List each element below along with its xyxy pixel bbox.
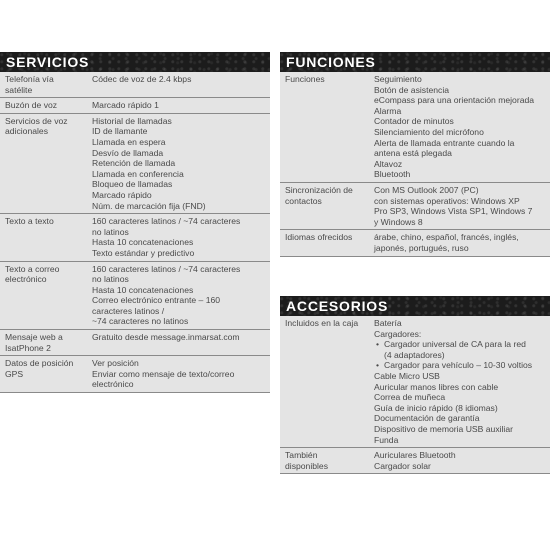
- accesorios-table: [280, 316, 550, 474]
- row-label-line: Datos de posición: [5, 358, 74, 369]
- row-value-line: Correo electrónico entrante – 160: [92, 295, 221, 306]
- row-value-line: árabe, chino, español, francés, inglés,: [374, 232, 519, 243]
- servicios-header: SERVICIOS: [0, 52, 270, 72]
- row-value-line: Llamada en espera: [92, 136, 166, 147]
- table-row: [0, 356, 270, 393]
- table-row: [280, 316, 550, 448]
- row-label: [0, 72, 88, 97]
- row-value: [370, 316, 550, 447]
- row-label-line: Servicios de voz: [5, 115, 68, 126]
- row-value-line: Bluetooth: [374, 169, 411, 180]
- table-row: [280, 183, 550, 230]
- funciones-section: [280, 52, 550, 257]
- row-label-line: También: [285, 450, 318, 461]
- table-row: [280, 72, 550, 183]
- row-label-line: Sincronización de: [285, 184, 353, 195]
- row-value-line: Códec de voz de 2.4 kbps: [92, 74, 192, 84]
- row-value-line: Llamada en conferencia: [92, 168, 184, 179]
- row-value-line: caracteres latinos /: [92, 305, 165, 316]
- row-value-line: (4 adaptadores): [384, 349, 445, 360]
- row-value-line: Botón de asistencia: [374, 84, 450, 95]
- row-value-line: Correa de muñeca: [374, 392, 446, 403]
- row-value: [88, 98, 270, 113]
- row-value-line: Pro SP3, Windows Vista SP1, Windows 7: [374, 206, 533, 217]
- row-label: [280, 183, 370, 229]
- row-label-line: satélite: [5, 84, 33, 95]
- row-value-line: ID de llamante: [92, 126, 148, 137]
- row-label-line: Mensaje web a: [5, 332, 63, 343]
- row-value-line: Alarma: [374, 105, 402, 116]
- row-value-line: electrónico: [92, 379, 134, 390]
- row-label: [0, 214, 88, 260]
- row-value: [370, 183, 550, 229]
- row-value-line: Dispositivo de memoria USB auxiliar: [374, 423, 513, 434]
- row-value-line: Hasta 10 concatenaciones: [92, 284, 194, 295]
- row-value-line: Auricular manos libres con cable: [374, 381, 499, 392]
- accesorios-header: ACCESORIOS: [280, 296, 550, 316]
- row-label-line: contactos: [285, 195, 322, 206]
- row-value-line: Alerta de llamada entrante cuando la: [374, 137, 515, 148]
- row-value: [370, 72, 550, 182]
- row-label: [280, 72, 370, 182]
- row-value-line: Funda: [374, 434, 399, 445]
- table-row: [0, 262, 270, 331]
- table-row: [0, 214, 270, 261]
- row-value-line: • Cargador universal de CA para la red: [374, 339, 546, 350]
- row-label: [0, 114, 88, 213]
- row-value-line: japonés, portugués, ruso: [374, 242, 469, 253]
- row-value-line: Hasta 10 concatenaciones: [92, 237, 194, 248]
- servicios-table: [0, 72, 270, 393]
- row-value-line: no latinos: [92, 274, 129, 285]
- row-value: [88, 262, 270, 330]
- row-value: [88, 330, 270, 355]
- row-value-line: Retención de llamada: [92, 158, 176, 169]
- row-value-line: Texto estándar y predictivo: [92, 247, 195, 258]
- row-value: [88, 356, 270, 392]
- row-value-line: Altavoz: [374, 158, 403, 169]
- funciones-table: [280, 72, 550, 257]
- row-value-line: Cable Micro USB: [374, 370, 440, 381]
- table-row: [0, 114, 270, 214]
- row-label-line: adicionales: [5, 126, 48, 137]
- row-value-line: no latinos: [92, 226, 129, 237]
- row-value-line: Seguimiento: [374, 74, 422, 84]
- row-value-line: y Windows 8: [374, 216, 423, 227]
- row-value-line: con sistemas operativos: Windows XP: [374, 195, 520, 206]
- row-label-line: disponibles: [285, 460, 328, 471]
- row-label: [280, 316, 370, 447]
- row-value: [370, 230, 550, 255]
- row-value-line: antena está plegada: [374, 148, 452, 159]
- row-value-line: Historial de llamadas: [92, 115, 172, 126]
- row-value-line: 160 caracteres latinos / ~74 caracteres: [92, 263, 241, 274]
- table-row: [280, 230, 550, 256]
- row-label-line: Texto a correo: [5, 263, 60, 274]
- row-label: [280, 230, 370, 255]
- row-label-line: Idiomas ofrecidos: [285, 232, 353, 243]
- row-value-line: Batería: [374, 318, 402, 328]
- row-value-line: Desvío de llamada: [92, 147, 164, 158]
- row-value-line: Núm. de marcación fija (FND): [92, 200, 206, 211]
- row-value-line: • Cargador para vehículo – 10-30 voltios: [374, 360, 546, 371]
- row-value: [88, 214, 270, 260]
- row-value-line: Ver posición: [92, 358, 139, 369]
- row-value-line: Con MS Outlook 2007 (PC): [374, 184, 479, 195]
- row-label: [0, 98, 88, 113]
- row-value-line: 160 caracteres latinos / ~74 caracteres: [92, 216, 241, 227]
- row-value-line: Gratuito desde message.inmarsat.com: [92, 332, 240, 343]
- row-label: [0, 262, 88, 330]
- row-label: [280, 448, 370, 473]
- row-value: [88, 114, 270, 213]
- row-value: [370, 448, 550, 473]
- row-label-line: Telefonía vía: [5, 74, 54, 84]
- row-label: [0, 356, 88, 392]
- row-value-line: Cargadores:: [374, 328, 422, 339]
- table-row: [0, 98, 270, 114]
- table-row: [280, 448, 550, 474]
- row-label-line: Texto a texto: [5, 216, 54, 227]
- row-label-line: IsatPhone 2: [5, 342, 51, 353]
- table-row: [0, 72, 270, 98]
- row-value-line: eCompass para una orientación mejorada: [374, 95, 535, 106]
- row-value-line: Bloqueo de llamadas: [92, 179, 173, 190]
- row-value-line: Marcado rápido 1: [92, 100, 159, 111]
- row-value-line: ~74 caracteres no latinos: [92, 316, 189, 327]
- row-value-line: Marcado rápido: [92, 189, 152, 200]
- row-label-line: Buzón de voz: [5, 100, 58, 111]
- table-row: [0, 330, 270, 356]
- row-value-line: Silenciamiento del micrófono: [374, 126, 484, 137]
- row-label-line: electrónico: [5, 274, 47, 285]
- accesorios-section: [280, 296, 550, 474]
- row-value-line: Guía de inicio rápido (8 idiomas): [374, 402, 498, 413]
- row-value-line: Contador de minutos: [374, 116, 454, 127]
- row-label: [0, 330, 88, 355]
- row-value-line: Enviar como mensaje de texto/correo: [92, 368, 235, 379]
- funciones-header: FUNCIONES: [280, 52, 550, 72]
- servicios-section: [0, 52, 270, 393]
- row-value-line: Auriculares Bluetooth: [374, 450, 456, 461]
- row-label-line: Funciones: [285, 74, 325, 84]
- row-value-line: Documentación de garantía: [374, 413, 480, 424]
- row-value: [88, 72, 270, 97]
- row-label-line: Incluidos en la caja: [285, 318, 359, 328]
- row-label-line: GPS: [5, 368, 24, 379]
- row-value-line: Cargador solar: [374, 460, 431, 471]
